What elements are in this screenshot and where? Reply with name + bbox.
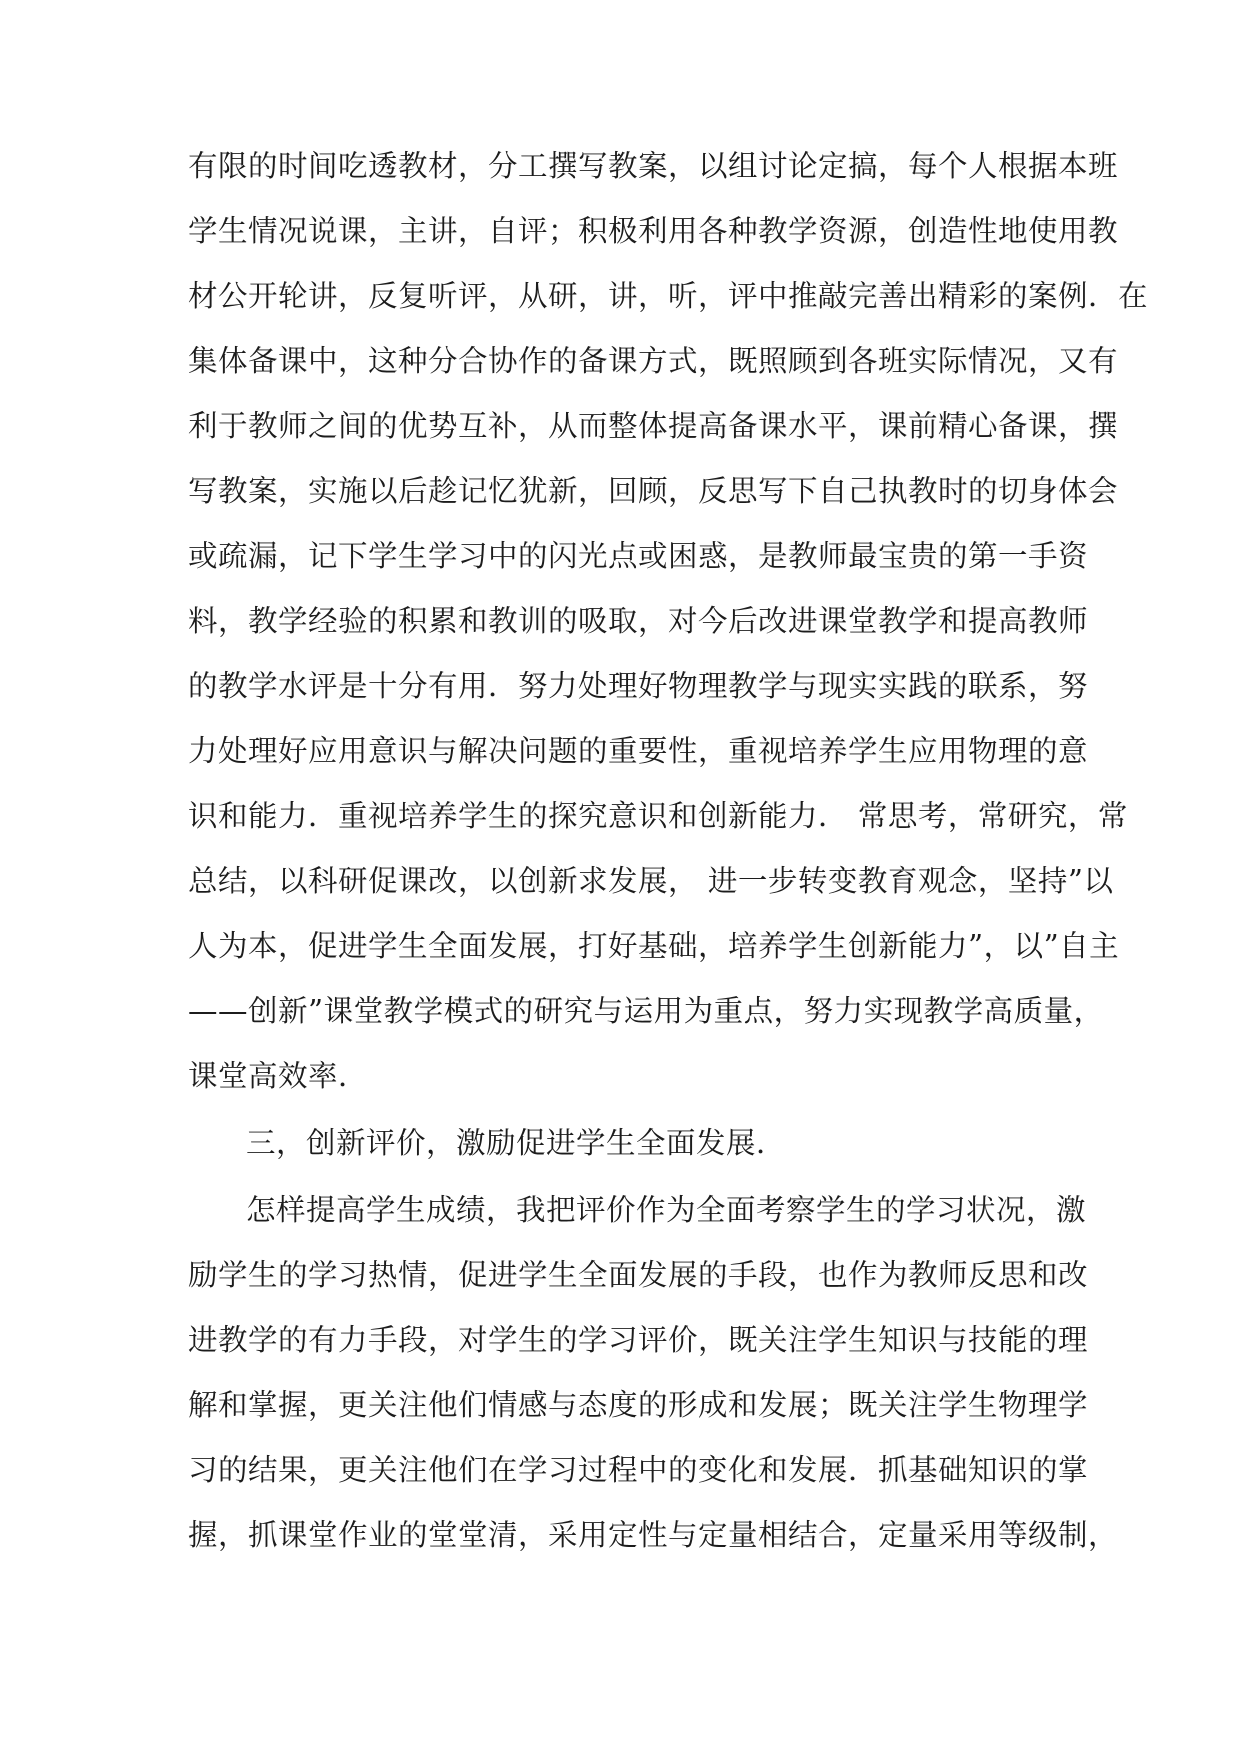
text-line: 或疏漏，记下学生学习中的闪光点或困惑，是教师最宝贵的第一手资 — [188, 539, 1089, 573]
text-line: 人为本，促进学生全面发展，打好基础，培养学生创新能力”，以”自主 — [188, 929, 1120, 963]
text-line: 有限的时间吃透教材，分工撰写教案，以组讨论定搞，每个人根据本班 — [188, 149, 1119, 183]
text-line: 学生情况说课，主讲，自评；积极利用各种教学资源，创造性地使用教 — [188, 214, 1119, 248]
text-line: 利于教师之间的优势互补，从而整体提高备课水平，课前精心备课，撰 — [188, 409, 1119, 443]
text-line: 励学生的学习热情，促进学生全面发展的手段，也作为教师反思和改 — [188, 1258, 1089, 1292]
text-line: ——创新”课堂教学模式的研究与运用为重点，努力实现教学高质量， — [188, 994, 1104, 1028]
text-line: 总结，以科研促课改，以创新求发展， 进一步转变教育观念，坚持”以 — [188, 864, 1114, 898]
section-heading: 三，创新评价，激励促进学生全面发展． — [246, 1126, 787, 1160]
text-line: 解和掌握，更关注他们情感与态度的形成和发展；既关注学生物理学 — [188, 1388, 1089, 1422]
text-line: 写教案，实施以后趁记忆犹新，回顾，反思写下自己执教时的切身体会 — [188, 474, 1119, 508]
text-line: 的教学水评是十分有用．努力处理好物理教学与现实实践的联系，努 — [188, 669, 1089, 703]
text-line: 力处理好应用意识与解决问题的重要性，重视培养学生应用物理的意 — [188, 734, 1089, 768]
text-line: 料，教学经验的积累和教训的吸取，对今后改进课堂教学和提高教师 — [188, 604, 1089, 638]
text-line: 识和能力．重视培养学生的探究意识和创新能力． 常思考，常研究，常 — [188, 799, 1128, 833]
text-line: 握，抓课堂作业的堂堂清，采用定性与定量相结合，定量采用等级制， — [188, 1518, 1119, 1552]
text-line: 课堂高效率． — [188, 1059, 369, 1093]
text-line: 怎样提高学生成绩，我把评价作为全面考察学生的学习状况，激 — [246, 1193, 1087, 1227]
text-line: 集体备课中，这种分合协作的备课方式，既照顾到各班实际情况，又有 — [188, 344, 1119, 378]
text-line: 进教学的有力手段，对学生的学习评价，既关注学生知识与技能的理 — [188, 1323, 1089, 1357]
text-line: 习的结果，更关注他们在学习过程中的变化和发展．抓基础知识的掌 — [188, 1453, 1089, 1487]
text-line: 材公开轮讲，反复听评，从研，讲，听，评中推敲完善出精彩的案例．在 — [188, 279, 1149, 313]
